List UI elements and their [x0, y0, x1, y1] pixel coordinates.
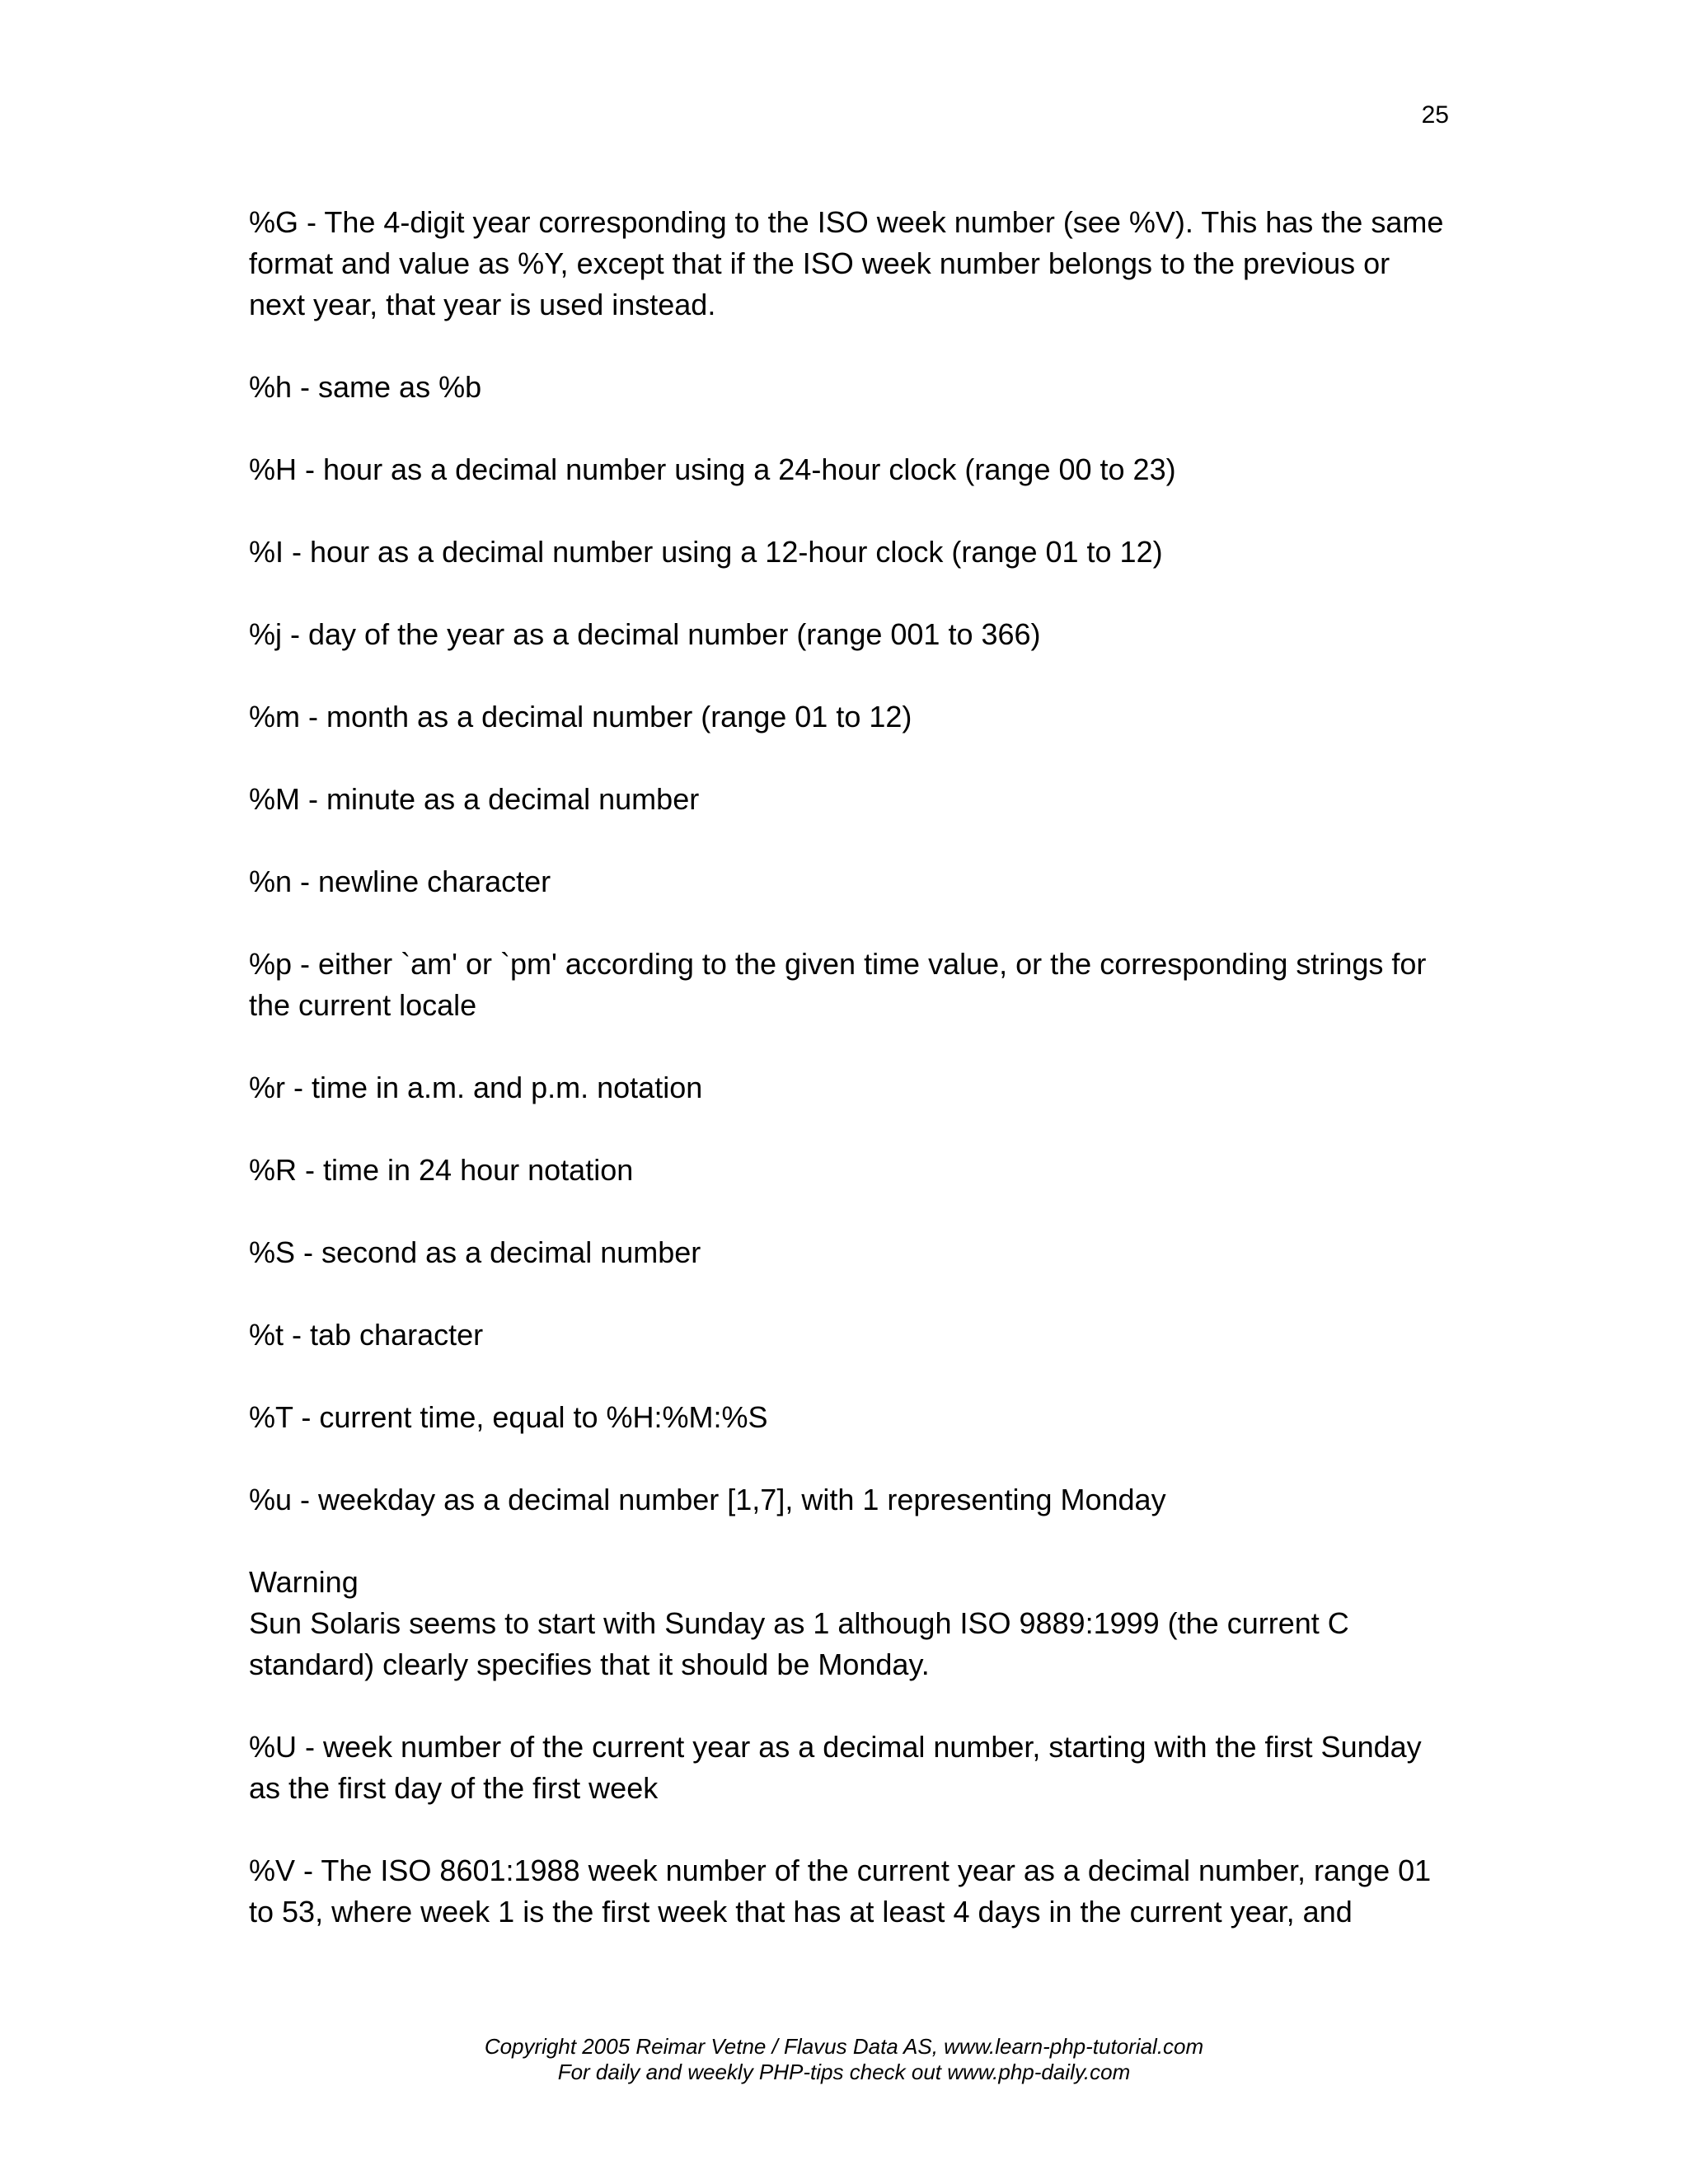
footer-copyright: Copyright 2005 Reimar Vetne / Flavus Data AS, www.learn-php-tutorial.com [484, 2034, 1204, 2059]
format-entry-M: %M - minute as a decimal number [249, 782, 700, 816]
format-entry-R: %R - time in 24 hour notation [249, 1153, 634, 1187]
format-entry-j: %j - day of the year as a decimal number (range 001 to 366) [249, 617, 1041, 651]
page-footer [0, 2034, 1688, 2085]
format-entry-V: %V - The ISO 8601:1988 week number of the current year as a decimal number, range 01 to 53, where week 1 is the first week that has at least 4 days in the current year, and [249, 1854, 1432, 1929]
warning-title: Warning [249, 1565, 359, 1599]
format-entry-U: %U - week number of the current year as a decimal number, starting with the first Sunday as the first day of the first week [249, 1730, 1422, 1805]
page-number: 25 [1421, 101, 1449, 129]
warning-text: Sun Solaris seems to start with Sunday as 1 although ISO 9889:1999 (the current C standard) clearly specifies that it should be Monday. [249, 1606, 1349, 1681]
format-entry-I: %I - hour as a decimal number using a 12-hour clock (range 01 to 12) [249, 535, 1163, 569]
format-entry-n: %n - newline character [249, 865, 551, 898]
format-entry-h: %h - same as %b [249, 370, 482, 404]
format-entry-H: %H - hour as a decimal number using a 24-hour clock (range 00 to 23) [249, 452, 1176, 486]
footer-tips: For daily and weekly PHP-tips check out www.php-daily.com [557, 2060, 1131, 2084]
format-entry-p: %p - either `am' or `pm' according to the given time value, or the corresponding strings for the current locale [249, 947, 1427, 1022]
format-entry-G: %G - The 4-digit year corresponding to the ISO week number (see %V). This has the same format and value as %Y, except that if the ISO week number belongs to the previous or next year, that year is used instead. [249, 205, 1444, 321]
format-entry-T: %T - current time, equal to %H:%M:%S [249, 1400, 768, 1434]
format-entry-r: %r - time in a.m. and p.m. notation [249, 1071, 703, 1104]
format-entry-t: %t - tab character [249, 1318, 484, 1352]
format-entry-S: %S - second as a decimal number [249, 1235, 701, 1269]
format-entry-m: %m - month as a decimal number (range 01 to 12) [249, 700, 912, 733]
format-entry-u: %u - weekday as a decimal number [1,7], with 1 representing Monday [249, 1483, 1166, 1516]
document-body [249, 202, 1444, 1974]
